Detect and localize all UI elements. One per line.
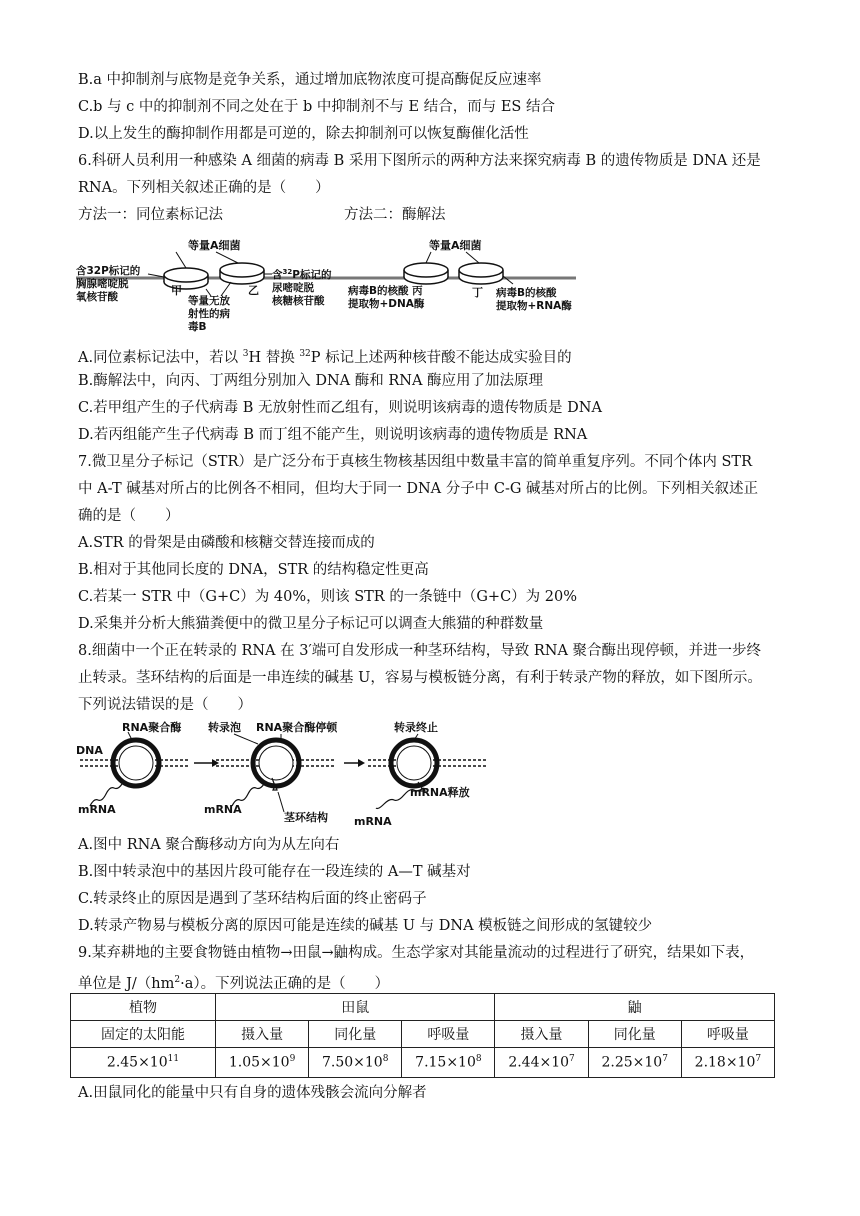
energy-flow-table	[70, 993, 775, 1078]
cell-weasel-intake: $2.44\times 10^7$	[495, 1048, 588, 1078]
question-6-stem-cont: RNA。下列相关叙述正确的是（ ）	[78, 180, 330, 196]
fig1-mid-label-1b: P标记的	[292, 269, 332, 281]
question-9-stem-cont: 单位是 $J/(hm^2\cdot a)$。下列说法正确的是（ ）	[78, 975, 390, 992]
fig1-jia: 甲	[171, 284, 182, 297]
fig2-mrna1: mRNA	[78, 803, 116, 816]
fig2-mrna2: mRNA	[204, 803, 242, 816]
option-7c: C.若某一 STR 中（G+C）为 40%，则该 STR 的一条链中（G+C）为 20%	[78, 589, 577, 605]
dish-bing	[404, 263, 448, 284]
fig1-left-label-1: 含32P标记的	[76, 265, 141, 277]
table-row	[71, 1048, 775, 1078]
panel-2	[216, 734, 336, 812]
question-8-stem: 8.细菌中一个正在转录的 RNA 在 3′端可自发形成一种茎环结构，导致 RNA 聚合酶出现停顿，并进一步终	[78, 643, 762, 659]
option-8a: A.图中 RNA 聚合酶移动方向为从左向右	[78, 837, 340, 853]
header-solar: 固定的太阳能	[71, 1021, 216, 1048]
option-7d: D.采集并分析大熊猫粪便中的微卫星分子标记可以调查大熊猫的种群数量	[78, 616, 544, 632]
header-plant: 植物	[71, 994, 216, 1021]
fig1-bottom-label-2: 射性的病	[188, 308, 230, 320]
fig1-left-label-3: 氧核苷酸	[76, 291, 118, 303]
method-one-label: 方法一：同位素标记法	[78, 207, 223, 223]
fig1-top-a: 等量A细菌	[188, 239, 241, 252]
fig2-release: mRNA释放	[410, 786, 470, 799]
option-8c: C.转录终止的原因是遇到了茎环结构后面的终止密码子	[78, 891, 427, 907]
header-weasel-assimilation: 同化量	[588, 1021, 681, 1048]
arrow-1	[194, 759, 219, 767]
header-weasel-intake: 摄入量	[495, 1021, 588, 1048]
option-7a: A.STR 的骨架是由磷酸和核糖交替连接而成的	[78, 535, 375, 551]
header-vole: 田鼠	[216, 994, 495, 1021]
fig1-left-label-2: 胸腺嘧啶脱	[76, 278, 129, 290]
header-vole-intake: 摄入量	[216, 1021, 309, 1048]
cell-solar: $2.45\times 10^{11}$	[71, 1048, 216, 1078]
question-6-stem: 6.科研人员利用一种感染 A 细菌的病毒 B 采用下图所示的两种方法来探究病毒 B 的遗传物质是 DNA 还是	[78, 153, 761, 169]
fig1-bottom-label-1: 等量无放	[188, 295, 230, 307]
fig1-yi: 乙	[248, 284, 259, 297]
fig1-ding-label-2: 提取物+RNA酶	[496, 300, 572, 312]
question-8-stem-cont2: 下列说法错误的是（ ）	[78, 697, 252, 713]
question-9-stem: 9.某弃耕地的主要食物链由植物→田鼠→鼬构成。生态学家对其能量流动的过程进行了研究，结果如下表，	[78, 945, 755, 961]
option-6b: B.酶解法中，向丙、丁两组分别加入 DNA 酶和 RNA 酶应用了加法原理	[78, 373, 544, 389]
option-5b: B.a 中抑制剂与底物是竞争关系，通过增加底物浓度可提高酶促反应速率	[78, 72, 542, 88]
fig2-dna: DNA	[76, 744, 103, 757]
fig1-ding: 丁	[472, 286, 483, 299]
question-7-stem: 7.微卫星分子标记（STR）是广泛分布于真核生物核基因组中数量丰富的简单重复序列。不同个体内 STR	[78, 454, 752, 470]
header-weasel-respiration: 呼吸量	[681, 1021, 774, 1048]
option-5d: D.以上发生的酶抑制作用都是可逆的，除去抑制剂可以恢复酶催化活性	[78, 126, 529, 142]
isotope-enzyme-figure	[76, 234, 581, 334]
option-6a: A.同位素标记法中，若以 $^3$H 替换 $^{32}$P 标记上述两种核苷酸不能达成实验目的	[78, 349, 572, 366]
cell-vole-intake: $1.05\times 10^9$	[216, 1048, 309, 1078]
fig2-term: 转录终止	[394, 721, 438, 734]
fig2-mrna3: mRNA	[354, 815, 392, 828]
header-vole-assimilation: 同化量	[309, 1021, 402, 1048]
arrow-2	[344, 759, 365, 767]
fig1-bottom-label-3: 毒B	[188, 321, 207, 333]
fig1-ding-label-1: 病毒B的核酸	[496, 287, 557, 299]
fig1-bing-label-2: 提取物+DNA酶	[348, 298, 425, 310]
dish-ding	[459, 263, 503, 284]
table-header-row-2	[71, 1021, 775, 1048]
question-7-stem-cont2: 确的是（ ）	[78, 508, 180, 524]
fig2-stem: 茎环结构	[284, 811, 328, 824]
fig1-bing-label-1: 病毒B的核酸 丙	[348, 285, 423, 297]
dish-yi	[220, 263, 264, 284]
fig1-mid-label-1a: 含	[272, 269, 283, 281]
cell-weasel-assimilation: $2.25\times 10^7$	[588, 1048, 681, 1078]
header-weasel: 鼬	[495, 994, 775, 1021]
fig1-mid-label-2: 尿嘧啶脱	[272, 282, 314, 294]
header-vole-respiration: 呼吸量	[402, 1021, 495, 1048]
fig2-rnap: RNA聚合酶	[122, 721, 182, 734]
cell-vole-respiration: $7.15\times 10^8$	[402, 1048, 495, 1078]
cell-weasel-respiration: $2.18\times 10^7$	[681, 1048, 774, 1078]
fig2-bubble: 转录泡	[208, 721, 241, 734]
fig1-mid-label-sup: 32	[282, 268, 293, 276]
option-8b: B.图中转录泡中的基因片段可能存在一段连续的 A—T 碱基对	[78, 864, 471, 880]
question-8-stem-cont: 止转录。茎环结构的后面是一串连续的碱基 U，容易与模板链分离，有利于转录产物的释放，如下图所示。	[78, 670, 762, 686]
fig1-mid-label-3: 核糖核苷酸	[272, 295, 325, 307]
table-header-row-1	[71, 994, 775, 1021]
option-9a: A.田鼠同化的能量中只有自身的遗体残骸会流向分解者	[78, 1085, 427, 1101]
transcription-figure	[76, 720, 496, 832]
svg-text:含32P标记的	[272, 268, 332, 281]
cell-vole-assimilation: $7.50\times 10^8$	[309, 1048, 402, 1078]
fig1-top-b: 等量A细菌	[429, 239, 482, 252]
option-6c: C.若甲组产生的子代病毒 B 无放射性而乙组有，则说明该病毒的遗传物质是 DNA	[78, 400, 602, 416]
option-8d: D.转录产物易与模板分离的原因可能是连续的碱基 U 与 DNA 模板链之间形成的氢键较少	[78, 918, 653, 934]
fig2-pause: RNA聚合酶停顿	[256, 721, 338, 734]
option-5c: C.b 与 c 中的抑制剂不同之处在于 b 中抑制剂不与 E 结合，而与 ES 结合	[78, 99, 555, 115]
question-7-stem-cont: 中 A-T 碱基对所占的比例各不相同，但均大于同一 DNA 分子中 C-G 碱基对所占的比例。下列相关叙述正	[78, 481, 759, 497]
option-6d: D.若丙组能产生子代病毒 B 而丁组不能产生，则说明该病毒的遗传物质是 RNA	[78, 427, 588, 443]
option-7b: B.相对于其他同长度的 DNA，STR 的结构稳定性更高	[78, 562, 429, 578]
method-two-label: 方法二：酶解法	[344, 207, 446, 223]
